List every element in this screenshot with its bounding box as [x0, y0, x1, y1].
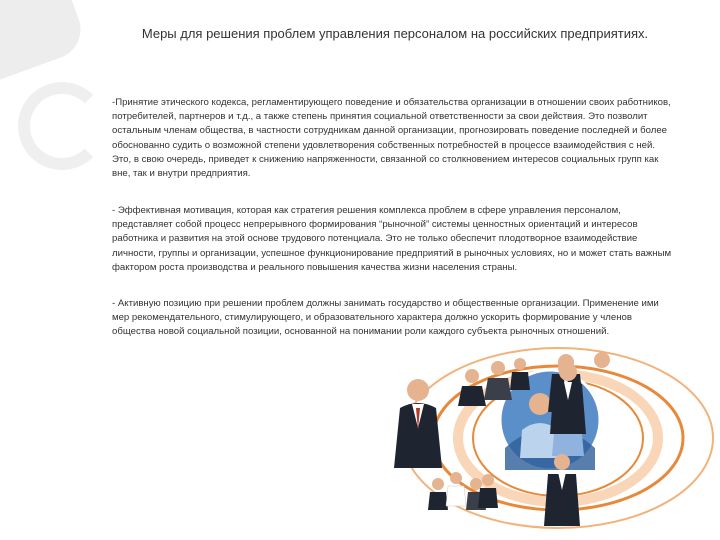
decorative-corner-shape	[0, 0, 89, 85]
seated-group-bottom	[428, 472, 498, 510]
paragraph-state-role: - Активную позицию при решении проблем должны занимать государство и общественные организации. Применение ими мер рекомендательного, стимулирующего, и образовательного характера должно ускорить формирование у членов общества новой социальной позиции, основанной на понимании роли каждого субъекта рыночных отношений.	[112, 298, 659, 338]
businessman-right-tall	[594, 352, 610, 368]
paragraph-ethics-code: -Принятие этического кодекса, регламентирующего поведение и обязательства организации в отношении своих работников, потребителей, партнеров и т.д., а также степень принятия социальной ответственности за свои действия. Это позволит остальным членам общества, в частности сотрудникам данной организации, прогнозировать поведение последней и более обоснованно судить о возможной степени удовлетворения собственных потребностей в процессе взаимодействия с ней. Это, в свою очередь, приведет к снижению напряженности, связанной со столкновением интересов социальных групп как вне, так и внутри предприятия.	[112, 97, 671, 180]
businessman-left	[394, 379, 442, 468]
slide-title: Меры для решения проблем управления персоналом на российских предприятиях.	[141, 26, 649, 41]
business-people-illustration	[340, 338, 720, 540]
paragraph-motivation: - Эффективная мотивация, которая как стратегия решения комплекса проблем в сфере управления персоналом, представляет собой процесс непрерывного формирования “рыночной” системы ценностных ориентаций и интересов работника и развития на этой основе трудового потенциала. Это не только обеспечит плодотворное взаимодействие личности, группы и организации, успешное функционирование предприятий в рыночных условиях, но и может стать важным фактором роста производства и реального повышения качества жизни населения страны.	[112, 205, 672, 273]
decorative-ring-shape	[18, 82, 106, 170]
illustration-svg	[340, 338, 720, 540]
